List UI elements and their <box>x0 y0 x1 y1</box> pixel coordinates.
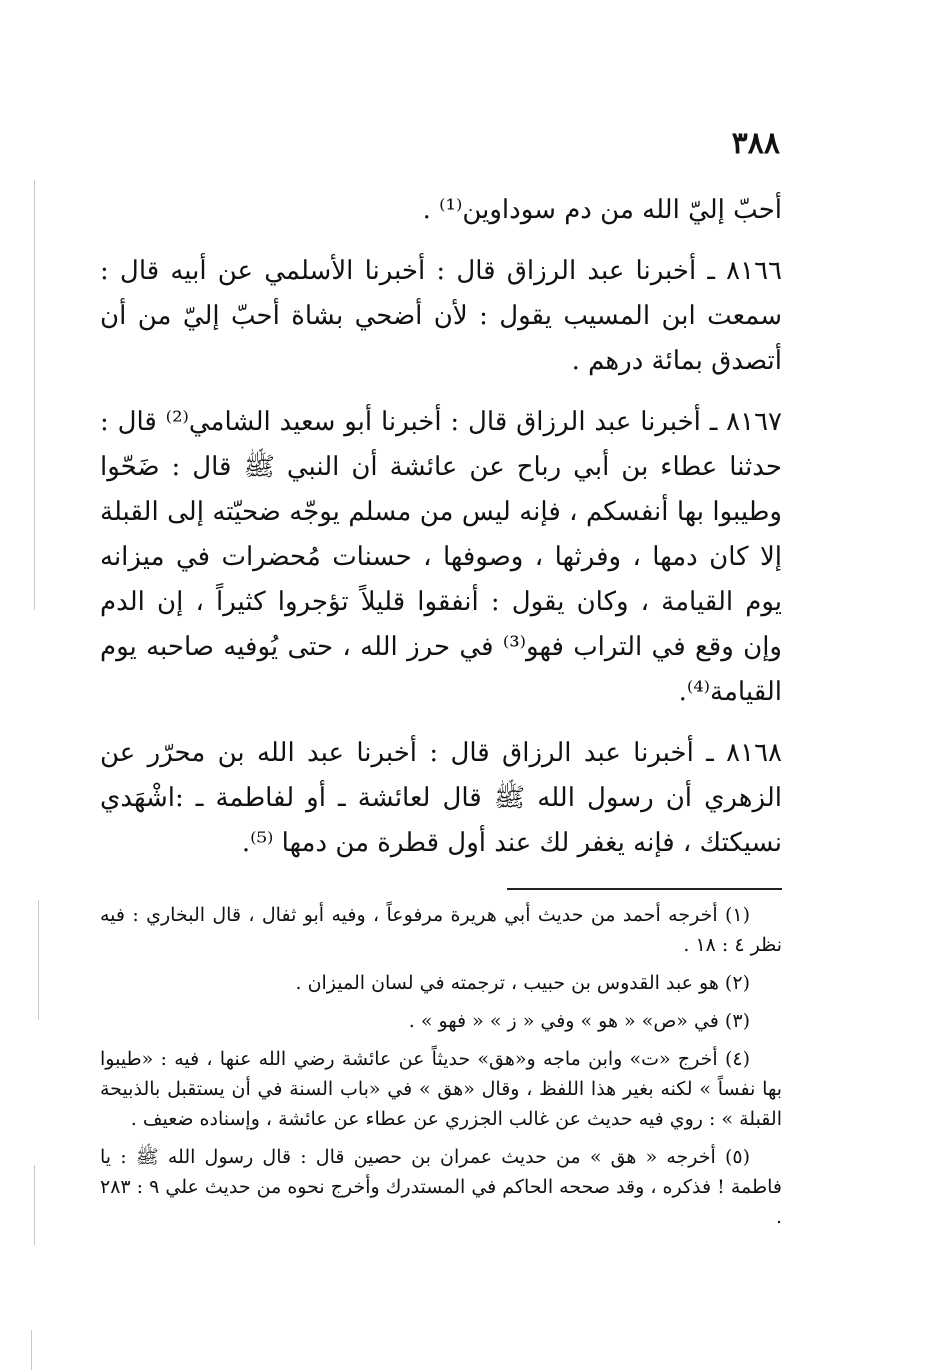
hadith-8168: ٨١٦٨ ـ أخبرنا عبد الرزاق قال : أخبرنا عبد الله بن محرّر عن الزهري أن رسول الله ﷺ قال لعائشة ـ أو لفاطمة ـ :اشْهَدي نسيكتك ، فإنه يغفر لك عند أول قطرة من دمها ⁽⁵⁾. <box>100 738 782 858</box>
hadith-8166: ٨١٦٦ ـ أخبرنا عبد الرزاق قال : أخبرنا الأسلمي عن أبيه قال : سمعت ابن المسيب يقول : لأن أضحي بشاة أحبّ إليّ من أن أتصدق بمائة درهم . <box>100 256 782 376</box>
hadith-8167: ٨١٦٧ ـ أخبرنا عبد الرزاق قال : أخبرنا أبو سعيد الشامي⁽²⁾ قال : حدثنا عطاء بن أبي رباح عن عائشة أن النبي ﷺ قال : ضَحّوا وطيبوا بها أنفسكم ، فإنه ليس من مسلم يوجّه ضحيّته إلى القبلة إلا كان دمها ، وفرثها ، وصوفها ، حسنات مُحضرات في ميزانه يوم القيامة ، وكان يقول : أنفقوا قليلاً تؤجروا كثيراً ، إن الدم وإن وقع في التراب فهو⁽³⁾ في حرز الله ، حتى يُوفيه صاحبه يوم القيامة⁽⁴⁾. <box>100 407 783 707</box>
scan-edge-line <box>31 1330 32 1370</box>
footnote-3: (٣) في «ص» « هو » وفي « ز » « فهو » . <box>408 1010 750 1032</box>
footnote-2: (٢) هو عبد القدوس بن حبيب ، ترجمته في لسان الميزان . <box>295 972 750 994</box>
page-number: ٣٨٨ <box>731 126 780 161</box>
footnotes <box>100 900 782 1240</box>
scan-edge-line <box>34 180 35 610</box>
paragraph-continuation: أحبّ إليّ الله من دم سوداوين⁽¹⁾ . <box>422 195 782 225</box>
scan-edge-line <box>34 1165 35 1245</box>
scan-edge-line <box>38 900 39 1020</box>
footnote-5: (٥) أخرجه « هق » من حديث عمران بن حصين قال : قال رسول الله ﷺ : يا فاطمة ! فذكره ، وقد صححه الحاكم في المستدرك وأخرج نحوه من حديث علي ٩ : ٢٨٣ . <box>100 1146 782 1228</box>
footnote-separator <box>507 888 782 890</box>
footnote-4: (٤) أخرج «ت» وابن ماجه و«هق» حديثاً عن عائشة رضي الله عنها ، فيه : «طيبوا بها نفساً » لكنه بغير هذا اللفظ ، وقال «هق » في «باب السنة في أن يستقبل بالذبيحة القبلة » : روي فيه حديث عن غالب الجزري عن عطاء عن عائشة ، وإسناده ضعيف . <box>100 1048 782 1130</box>
main-text <box>100 188 782 882</box>
footnote-1: (١) أخرجه أحمد من حديث أبي هريرة مرفوعاً ، وفيه أبو ثفال ، قال البخاري : فيه نظر ٤ : ١٨ . <box>100 904 782 956</box>
